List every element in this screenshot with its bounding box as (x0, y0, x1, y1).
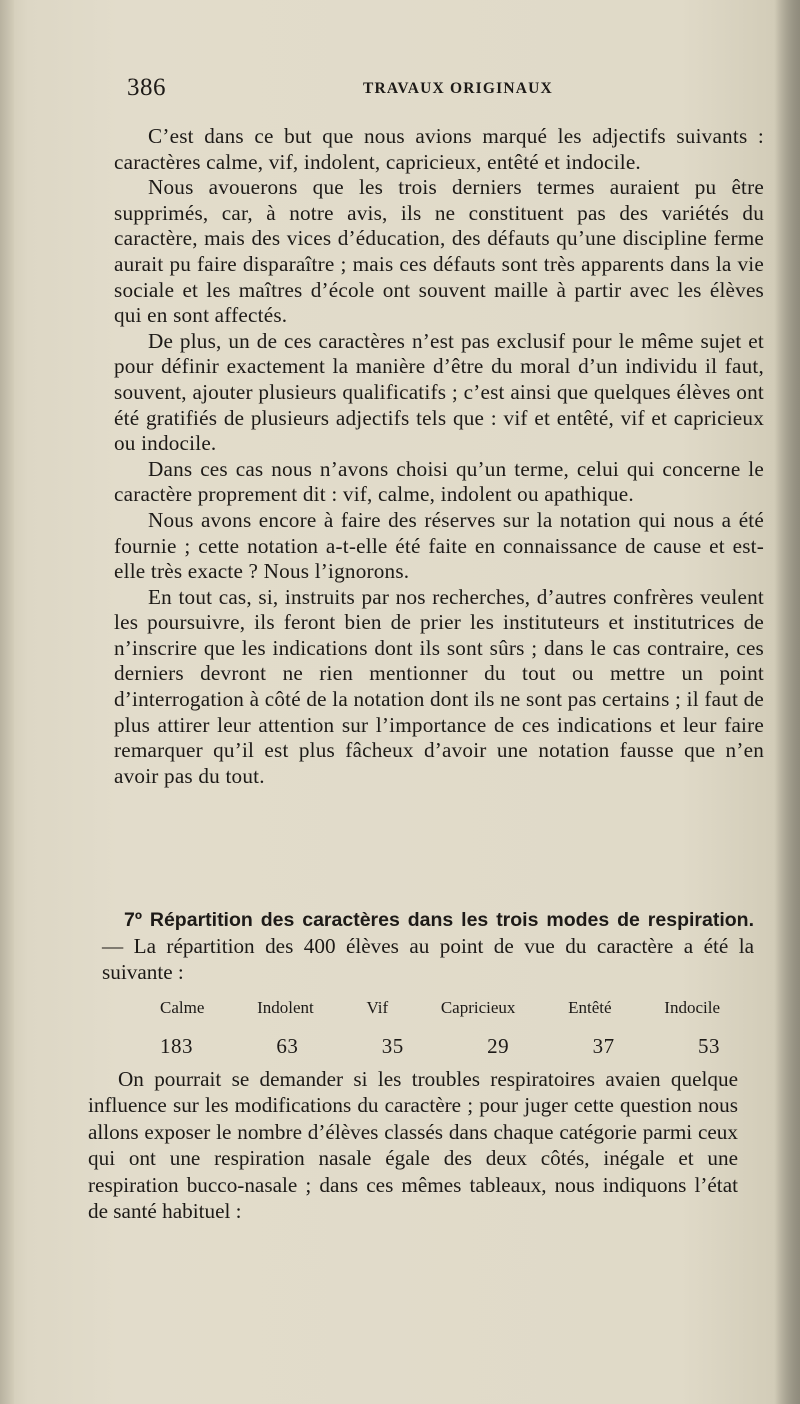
page-right-edge-shadow (774, 0, 800, 1404)
tally-header-row (160, 998, 720, 1018)
tally-header: Calme (160, 998, 205, 1017)
tally-header: Entêté (568, 998, 612, 1017)
tally-header: Vif (366, 998, 389, 1017)
paragraph-5: Nous avons encore à faire des réserves sur la notation qui nous a été fournie ; cette notation a-t-elle été faite en connaissance de cause et est-elle très exacte ? Nous l’ignorons. (114, 507, 764, 584)
section-7 (102, 906, 754, 985)
body-text (114, 124, 764, 789)
tally-header: Capricieux (440, 998, 516, 1017)
tally-value: 29 (487, 1034, 510, 1058)
tally-header: Indolent (257, 998, 314, 1017)
paragraph-2: Nous avouerons que les trois derniers termes auraient pu être supprimés, car, à notre avis, ils ne constituent pas des variétés du caractère, mais des vices d’éducation, des défauts qu’une discipline ferme aurait pu faire disparaître ; mais ces défauts sont très apparents dans la vie sociale et les maîtres d’école ont souvent maille à partir avec les élèves qui en sont affectés. (114, 175, 764, 328)
tally-value: 53 (697, 1034, 720, 1058)
paragraph-4: Dans ces cas nous n’avons choisi qu’un terme, celui qui concerne le caractère proprement dit : vif, calme, indolent ou apathique. (114, 456, 764, 507)
paragraph-6: En tout cas, si, instruits par nos recherches, d’autres confrères veulent les poursuivre, ils feront bien de prier les instituteurs et institutrices de n’inscrire que les indications dont ils sont sûrs ; dans le cas contraire, ces derniers devront ne rien mentionner du tout ou mettre un point d’interrogation à côté de la notation dont ils ne sont pas certains ; il faut de plus attirer leur attention sur l’importance de ces indications et leur faire remarquer qu’il est plus fâcheux d’avoir une notation fausse que n’en avoir pas du tout. (114, 584, 764, 788)
section-text: — La répartition des 400 élèves au point de vue du caractère a été la suivante : (102, 934, 754, 984)
closing-text (88, 1066, 738, 1224)
tally-header: Indocile (664, 998, 720, 1017)
section-title: 7º Répartition des caractères dans les trois modes de respiration. (124, 909, 754, 931)
page-number: 386 (127, 74, 166, 101)
character-tally-table (160, 998, 720, 1059)
tally-value: 35 (381, 1034, 404, 1058)
paragraph-1: C’est dans ce but que nous avions marqué les adjectifs suivants : caractères calme, vif, indolent, capricieux, entêté et indocile. (114, 124, 764, 174)
tally-value-row (160, 1034, 720, 1059)
tally-value: 37 (592, 1034, 615, 1058)
page-left-edge (0, 0, 14, 1404)
running-head (127, 74, 767, 104)
paragraph-3: De plus, un de ces caractères n’est pas exclusif pour le même sujet et pour définir exactement la manière d’être du moral d’un individu il faut, souvent, ajouter plusieurs qualificatifs ; c’est ainsi que quelques élèves ont été gratifiés de plusieurs adjectifs tels que : vif et entêté, vif et capricieux ou indocile. (114, 328, 764, 456)
running-title: TRAVAUX ORIGINAUX (363, 80, 553, 97)
closing-paragraph: On pourrait se demander si les troubles respiratoires avaien quelque influence sur les modifications du caractère ; pour juger cette question nous allons exposer le nombre d’élèves classés dans chaque catégorie parmi ceux qui ont une respiration nasale égale des deux côtés, inégale et une respiration bucco-nasale ; dans ces mêmes tableaux, nous indiquons l’état de santé habituel : (88, 1067, 738, 1224)
tally-value: 183 (160, 1034, 193, 1058)
section-paragraph (102, 906, 754, 985)
tally-value: 63 (276, 1034, 299, 1058)
